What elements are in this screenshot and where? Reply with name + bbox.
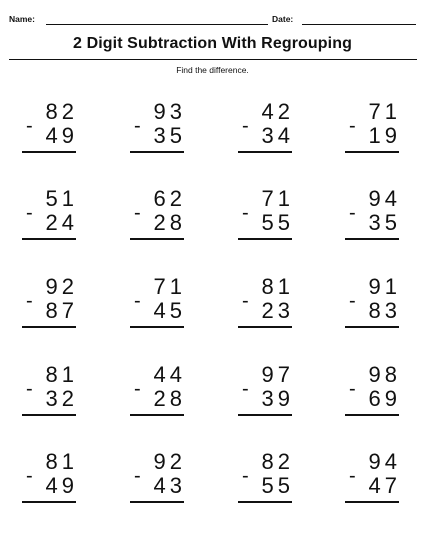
date-label: Date: (272, 14, 294, 24)
minus-sign: - (349, 115, 356, 137)
minus-sign: - (26, 202, 33, 224)
minuend: 42 (261, 99, 294, 124)
minuend: 98 (368, 362, 401, 387)
minus-sign: - (349, 378, 356, 400)
subtrahend: 34 (261, 123, 294, 148)
minus-sign: - (349, 202, 356, 224)
subtraction-problem (238, 188, 298, 248)
answer-line[interactable] (130, 326, 184, 328)
minuend: 91 (368, 274, 401, 299)
worksheet-title: 2 Digit Subtraction With Regrouping (73, 35, 352, 52)
minus-sign: - (134, 202, 141, 224)
minus-sign: - (26, 378, 33, 400)
answer-line[interactable] (22, 326, 76, 328)
answer-line[interactable] (238, 151, 292, 153)
subtrahend: 28 (153, 210, 186, 235)
minuend: 71 (368, 99, 401, 124)
subtraction-problem (130, 276, 190, 336)
subtraction-problem (130, 188, 190, 248)
subtrahend: 55 (261, 473, 294, 498)
subtraction-problem (22, 451, 82, 511)
subtrahend: 35 (368, 210, 401, 235)
minuend: 94 (368, 186, 401, 211)
minuend: 82 (261, 449, 294, 474)
subtraction-problem (238, 101, 298, 161)
subtraction-problem (345, 101, 405, 161)
subtraction-problem (238, 276, 298, 336)
minus-sign: - (349, 290, 356, 312)
instruction-text: Find the difference. (176, 65, 249, 75)
subtraction-problem (345, 451, 405, 511)
answer-line[interactable] (22, 501, 76, 503)
minuend: 93 (153, 99, 186, 124)
subtraction-problem (130, 101, 190, 161)
answer-line[interactable] (130, 238, 184, 240)
subtrahend: 49 (45, 123, 78, 148)
subtraction-problem (22, 188, 82, 248)
subtraction-problem (345, 364, 405, 424)
subtrahend: 45 (153, 298, 186, 323)
subtraction-problem (345, 188, 405, 248)
subtraction-problem (22, 364, 82, 424)
minuend: 62 (153, 186, 186, 211)
name-label: Name: (9, 14, 35, 24)
answer-line[interactable] (238, 414, 292, 416)
minus-sign: - (349, 465, 356, 487)
minuend: 94 (368, 449, 401, 474)
minus-sign: - (134, 115, 141, 137)
answer-line[interactable] (345, 414, 399, 416)
answer-line[interactable] (238, 238, 292, 240)
minus-sign: - (242, 378, 249, 400)
answer-line[interactable] (130, 414, 184, 416)
minus-sign: - (242, 290, 249, 312)
worksheet-header (0, 11, 425, 27)
subtrahend: 32 (45, 386, 78, 411)
minuend: 92 (153, 449, 186, 474)
minus-sign: - (26, 115, 33, 137)
minus-sign: - (134, 378, 141, 400)
subtraction-problem (238, 364, 298, 424)
answer-line[interactable] (345, 501, 399, 503)
answer-line[interactable] (238, 326, 292, 328)
minuend: 51 (45, 186, 78, 211)
minus-sign: - (242, 202, 249, 224)
subtraction-problem (345, 276, 405, 336)
answer-line[interactable] (345, 238, 399, 240)
answer-line[interactable] (345, 326, 399, 328)
answer-line[interactable] (345, 151, 399, 153)
answer-line[interactable] (22, 151, 76, 153)
minus-sign: - (134, 290, 141, 312)
subtrahend: 19 (368, 123, 401, 148)
subtrahend: 49 (45, 473, 78, 498)
minuend: 81 (45, 362, 78, 387)
subtrahend: 55 (261, 210, 294, 235)
subtrahend: 24 (45, 210, 78, 235)
subtrahend: 69 (368, 386, 401, 411)
subtraction-problem (130, 364, 190, 424)
answer-line[interactable] (130, 151, 184, 153)
minus-sign: - (26, 290, 33, 312)
minuend: 44 (153, 362, 186, 387)
name-field[interactable] (46, 24, 268, 25)
minuend: 82 (45, 99, 78, 124)
minus-sign: - (242, 465, 249, 487)
subtrahend: 39 (261, 386, 294, 411)
subtrahend: 35 (153, 123, 186, 148)
minus-sign: - (242, 115, 249, 137)
subtrahend: 28 (153, 386, 186, 411)
minuend: 81 (261, 274, 294, 299)
minuend: 92 (45, 274, 78, 299)
title-divider (9, 59, 417, 60)
answer-line[interactable] (130, 501, 184, 503)
date-field[interactable] (302, 24, 416, 25)
subtrahend: 87 (45, 298, 78, 323)
minuend: 81 (45, 449, 78, 474)
subtrahend: 83 (368, 298, 401, 323)
minus-sign: - (26, 465, 33, 487)
subtrahend: 23 (261, 298, 294, 323)
subtraction-problem (22, 101, 82, 161)
subtraction-problem (22, 276, 82, 336)
subtraction-problem (130, 451, 190, 511)
subtraction-problem (238, 451, 298, 511)
minuend: 71 (153, 274, 186, 299)
subtrahend: 43 (153, 473, 186, 498)
minus-sign: - (134, 465, 141, 487)
subtrahend: 47 (368, 473, 401, 498)
minuend: 97 (261, 362, 294, 387)
answer-line[interactable] (22, 238, 76, 240)
answer-line[interactable] (22, 414, 76, 416)
minuend: 71 (261, 186, 294, 211)
answer-line[interactable] (238, 501, 292, 503)
